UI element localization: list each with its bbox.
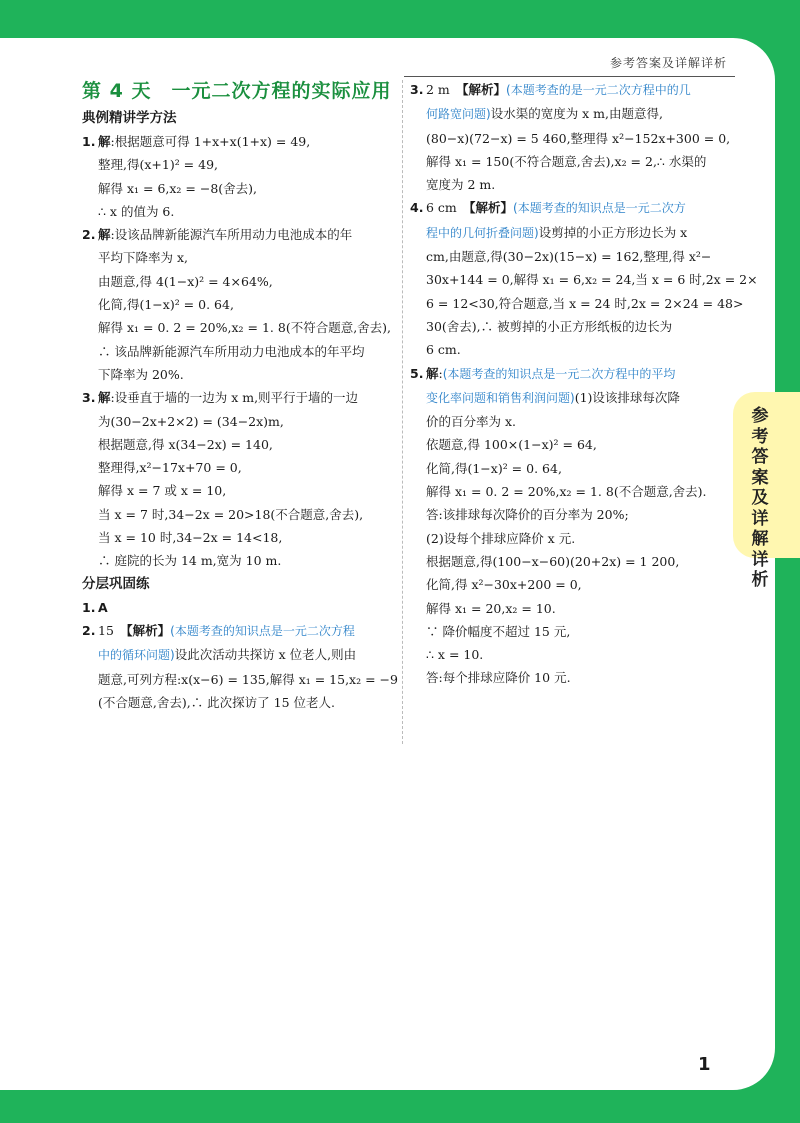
knowledge-note: (本题考查的知识点是一元二次方程中的平均 — [442, 366, 676, 381]
solution-label: 解 — [98, 227, 111, 243]
solution-line: cm,由题意,得(30−2x)(15−x) = 162,整理,得 x²− — [426, 249, 712, 265]
solution-line: 设此次活动共探访 x 位老人,则由 — [174, 647, 357, 663]
practice-5 — [410, 362, 728, 690]
section-title-examples: 典例精讲学方法 — [82, 110, 177, 126]
answer-page — [0, 38, 775, 1090]
solution-line: 解得 x₁ = 20,x₂ = 10. — [426, 600, 556, 616]
solution-line: 答:每个排球应降价 10 元. — [426, 670, 571, 686]
column-divider — [402, 80, 403, 744]
solution-line: 整理,得(x+1)² = 49, — [98, 157, 219, 173]
solution-line: (不合题意,舍去),∴ 此次探访了 15 位老人. — [98, 694, 336, 710]
knowledge-note: (本题考查的是一元二次方程中的几 — [506, 83, 691, 97]
header-rule — [404, 76, 735, 77]
knowledge-note: 何路宽问题) — [426, 107, 491, 122]
solution-line: 题意,可列方程:x(x−6) = 135,解得 x₁ = 15,x₂ = −9 — [98, 671, 398, 687]
solution-line: (80−x)(72−x) = 5 460,整理得 x²−152x+300 = 0, — [426, 130, 731, 146]
item-number: 1. — [82, 134, 96, 149]
side-tab-label: 参考答案及详解详析 — [751, 406, 769, 590]
answer-value: 2 m — [426, 82, 463, 97]
knowledge-note: (本题考查的知识点是一元二次方程 — [170, 623, 355, 638]
item-number: 3. — [410, 82, 424, 97]
solution-line: 依题意,得 100×(1−x)² = 64, — [426, 437, 597, 453]
solution-colon: : — [438, 365, 443, 381]
answer-value: 6 cm — [426, 200, 470, 216]
solution-line: 由题意,得 4(1−x)² = 4×64%, — [98, 273, 273, 289]
item-number: 5. — [410, 365, 424, 381]
solution-line: 设剪掉的小正方形边长为 x — [538, 224, 688, 240]
solution-label: 解 — [98, 134, 111, 149]
solution-line: 答:该排球每次降价的百分率为 20%; — [426, 507, 629, 523]
solution-line: 当 x = 10 时,34−2x = 14<18, — [98, 530, 283, 546]
solution-line: ∴ x = 10. — [426, 647, 484, 663]
solution-line: (2)设每个排球应降价 x 元. — [426, 530, 576, 546]
item-number: 4. — [410, 200, 424, 216]
example-3 — [82, 386, 394, 572]
solution-line: 解得 x₁ = 6,x₂ = −8(舍去), — [98, 180, 258, 196]
solution-line: 平均下降率为 x, — [98, 250, 188, 266]
section-title-practice: 分层巩固练 — [82, 575, 150, 592]
page-number: 1 — [698, 1054, 711, 1075]
chapter-title: 第 4 天 一元二次方程的实际应用 — [82, 80, 392, 102]
item-number: 2. — [82, 622, 96, 638]
analysis-tag: 【解析】 — [126, 622, 171, 638]
answer-value: 15 — [98, 622, 127, 638]
solution-line: 30x+144 = 0,解得 x₁ = 6,x₂ = 24,当 x = 6 时,2x = 2× — [426, 272, 758, 288]
solution-line: 根据题意,得(100−x−60)(20+2x) = 1 200, — [426, 553, 680, 569]
solution-line: :设该品牌新能源汽车所用动力电池成本的年 — [110, 227, 353, 243]
solution-line: 30(舍去),∴ 被剪掉的小正方形纸板的边长为 — [426, 318, 673, 334]
solution-line: 根据题意,得 x(34−2x) = 140, — [98, 436, 273, 452]
knowledge-note: 中的循环问题) — [98, 648, 175, 663]
item-number: 2. — [82, 227, 96, 243]
left-column — [82, 76, 398, 714]
solution-label: 解 — [98, 390, 111, 406]
solution-line: ∴ 庭院的长为 14 m,宽为 10 m. — [98, 553, 282, 569]
practice-1 — [82, 596, 394, 619]
solution-line: 解得 x₁ = 150(不符合题意,舍去),x₂ = 2,∴ 水渠的 — [426, 153, 707, 169]
practice-4 — [410, 196, 758, 361]
practice-3 — [410, 78, 731, 196]
solution-line: 解得 x = 7 或 x = 10, — [98, 483, 227, 499]
right-column — [410, 78, 758, 690]
item-number: 1. — [82, 599, 96, 615]
analysis-tag: 【解析】 — [462, 82, 507, 97]
solution-line: ∵ 降价幅度不超过 15 元, — [426, 623, 571, 639]
solution-line: 为(30−2x+2×2) = (34−2x)m, — [98, 413, 284, 429]
solution-line: ∴ 该品牌新能源汽车所用动力电池成本的年平均 — [98, 343, 365, 359]
solution-line: 解得 x₁ = 0. 2 = 20%,x₂ = 1. 8(不合题意,舍去). — [426, 484, 707, 500]
solution-line: 当 x = 7 时,34−2x = 20>18(不合题意,舍去), — [98, 506, 364, 522]
solution-line: (1)设该排球每次降 — [574, 389, 680, 405]
knowledge-note: 变化率问题和销售利润问题) — [426, 390, 575, 405]
solution-line: 整理得,x²−17x+70 = 0, — [98, 460, 242, 476]
solution-line: :根据题意可得 1+x+x(1+x) = 49, — [110, 134, 311, 149]
example-1 — [82, 130, 394, 223]
solution-line: ∴ x 的值为 6. — [98, 203, 175, 219]
knowledge-note: 程中的几何折叠问题) — [426, 225, 539, 240]
solution-line: 化简,得(1−x)² = 0. 64, — [98, 297, 234, 313]
example-2 — [82, 223, 394, 386]
solution-line: 价的百分率为 x. — [426, 414, 516, 430]
solution-line: 6 cm. — [426, 342, 461, 358]
analysis-tag: 【解析】 — [469, 200, 514, 216]
solution-line: 化简,得 x²−30x+200 = 0, — [426, 577, 582, 593]
page-header: 参考答案及详解详析 — [609, 56, 727, 70]
item-number: 3. — [82, 390, 96, 406]
solution-line: 宽度为 2 m. — [426, 177, 496, 193]
solution-line: 下降率为 20%. — [98, 366, 184, 382]
solution-line: 设水渠的宽度为 x m,由题意得, — [490, 106, 663, 122]
solution-line: 解得 x₁ = 0. 2 = 20%,x₂ = 1. 8(不符合题意,舍去), — [98, 320, 392, 336]
side-tab — [733, 392, 800, 590]
knowledge-note: (本题考查的知识点是一元二次方 — [513, 201, 686, 216]
solution-label: 解 — [426, 365, 439, 381]
solution-line: 化简,得(1−x)² = 0. 64, — [426, 460, 562, 476]
solution-line: :设垂直于墙的一边为 x m,则平行于墙的一边 — [110, 390, 359, 406]
answer-choice: A — [98, 599, 108, 615]
solution-line: 6 = 12<30,符合题意,当 x = 24 时,2x = 2×24 = 48> — [426, 295, 744, 311]
practice-2 — [82, 619, 398, 714]
